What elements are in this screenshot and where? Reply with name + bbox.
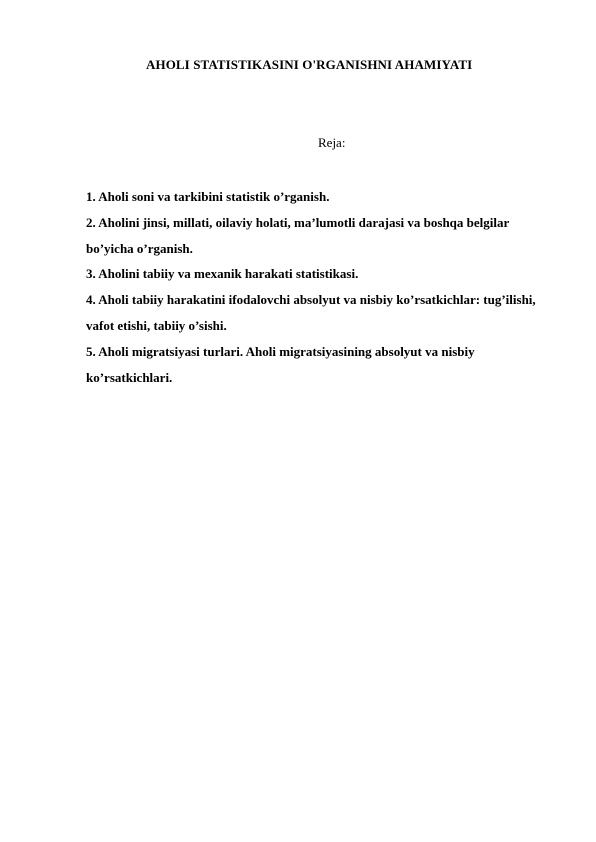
plan-list xyxy=(86,184,556,390)
plan-item-2: 2. Aholini jinsi, millati, oilaviy holati, ma’lumotli darajasi va boshqa belgilar bo’yicha o’rganish. xyxy=(86,214,510,256)
plan-item-1: 1. Aholi soni va tarkibini statistik o’rganish. xyxy=(86,189,330,204)
plan-item-5: 5. Aholi migratsiyasi turlari. Aholi migratsiyasining absolyut va nisbiy ko’rsatkichlari. xyxy=(86,343,475,385)
plan-item-3: 3. Aholini tabiiy va mexanik harakati statistikasi. xyxy=(86,266,359,282)
plan-item-4: 4. Aholi tabiiy harakatini ifodalovchi absolyut va nisbiy ko’rsatkichlar: tug’ilishi, vafot etishi, tabiiy o’sishi. xyxy=(86,292,536,333)
plan-heading: Reja: xyxy=(318,135,346,150)
document-title-text: AHOLI STATISTIKASINI O'RGANISHNI AHAMIYATI xyxy=(146,57,473,72)
